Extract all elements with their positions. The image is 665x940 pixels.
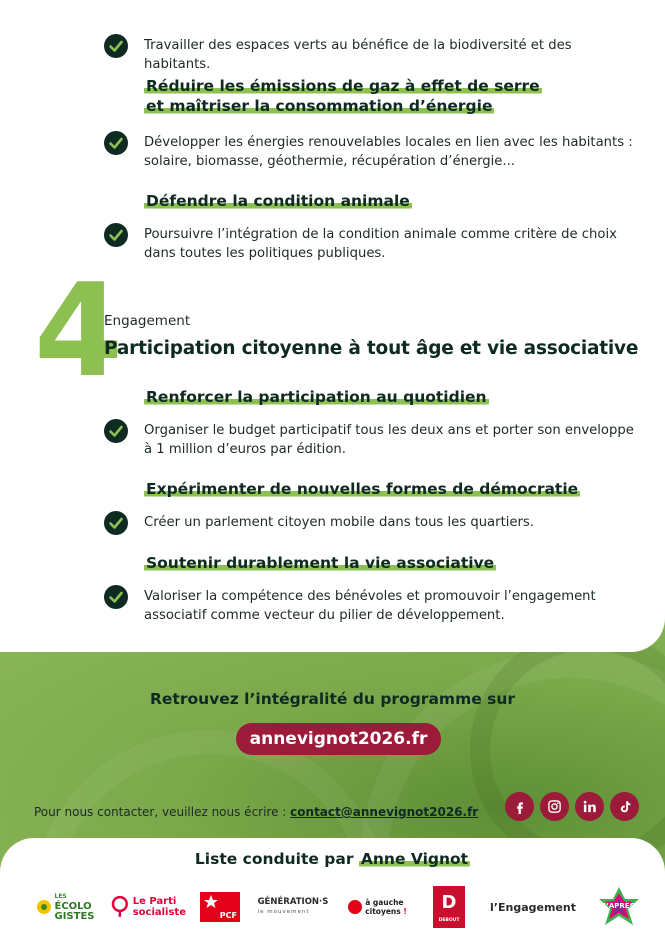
- program-item: Travailler des espaces verts au bénéfice de la biodiversité et des habitants.: [144, 38, 572, 72]
- logo-text: LES: [54, 893, 67, 900]
- l-apres-logo: [596, 884, 642, 930]
- logo-text: DEBOUT: [438, 918, 460, 923]
- heading-line: Renforcer la participation au quotidien: [146, 388, 487, 406]
- heading-line: Soutenir durablement la vie associative: [146, 554, 495, 572]
- list-leader-prefix: Liste conduite par: [194, 850, 354, 868]
- list-leader-line: [0, 850, 665, 868]
- section-heading: [144, 479, 580, 499]
- contact-line: [34, 805, 478, 819]
- program-item: Poursuivre l’intégration de la condition animale comme critère de choix dans toutes les politiques publiques.: [144, 227, 617, 261]
- logo-text: !: [403, 907, 407, 916]
- check-icon: [104, 223, 128, 247]
- website-link-button[interactable]: annevignot2026.fr: [236, 723, 441, 755]
- generations-logo: [256, 884, 330, 930]
- logo-text: D: [441, 892, 457, 913]
- a-gauche-citoyens-logo: [344, 884, 410, 930]
- rose-icon: [110, 896, 130, 918]
- logo-text: GÉNÉRATION·S: [257, 897, 329, 907]
- logo-text: à gauche: [365, 898, 404, 907]
- linkedin-icon[interactable]: [575, 792, 604, 821]
- program-link-caption: Retrouvez l’intégralité du programme sur: [149, 690, 516, 708]
- program-item: Développer les énergies renouvelables locales en lien avec les habitants : solaire, biomasse, géothermie, récupération d’énergie...: [144, 135, 633, 169]
- tiktok-icon[interactable]: [610, 792, 639, 821]
- heading-line: Défendre la condition animale: [146, 192, 410, 210]
- facebook-icon[interactable]: [505, 792, 534, 821]
- l-engagement-logo: [486, 884, 580, 930]
- star-icon: [204, 895, 218, 909]
- heading-line: Expérimenter de nouvelles formes de démocratie: [146, 480, 579, 498]
- engagement-number: 4: [34, 257, 124, 406]
- check-icon: [104, 419, 128, 443]
- check-icon: [104, 585, 128, 609]
- logo-text: l’Engagement: [490, 900, 576, 914]
- program-item: Valoriser la compétence des bénévoles et promouvoir l’engagement associatif comme vecteur du pilier de développement.: [144, 589, 596, 623]
- parti-socialiste-logo: [110, 884, 186, 930]
- ecologistes-logo: [34, 884, 96, 930]
- list-leader-name: Anne Vignot: [360, 850, 469, 868]
- program-item: Organiser le budget participatif tous les deux ans et porter son enveloppe à 1 million d’euros par édition.: [144, 423, 634, 457]
- sunflower-icon: [36, 899, 52, 915]
- check-icon: [104, 34, 128, 58]
- engagement-title: Participation citoyenne à tout âge et vie associative: [104, 338, 639, 359]
- instagram-icon[interactable]: [540, 792, 569, 821]
- logo-text: ÉCOLO: [54, 901, 92, 912]
- bubble-icon: [347, 899, 363, 915]
- heading-line: et maîtriser la consommation d’énergie: [146, 97, 493, 115]
- logo-text: socialiste: [132, 907, 186, 918]
- program-item: Créer un parlement citoyen mobile dans tous les quartiers.: [144, 515, 534, 530]
- logo-text: PCF: [219, 911, 237, 920]
- logo-text: GISTES: [54, 911, 95, 922]
- section-heading: [144, 387, 489, 407]
- engagement-label: Engagement: [104, 313, 191, 329]
- pcf-logo: [200, 884, 240, 930]
- debout-logo: [426, 884, 472, 930]
- check-icon: [104, 511, 128, 535]
- section-heading: [144, 191, 412, 211]
- partner-logos: [30, 884, 650, 930]
- contact-prefix: Pour nous contacter, veuillez nous écrire :: [34, 805, 287, 819]
- logo-text: L’APRÈS: [603, 902, 635, 910]
- heading-line: Réduire les émissions de gaz à effet de serre: [146, 77, 540, 95]
- check-icon: [104, 131, 128, 155]
- logo-text: Le Parti: [132, 896, 177, 907]
- section-heading: [144, 553, 496, 573]
- social-links: [505, 792, 639, 821]
- section-heading: [144, 76, 542, 116]
- contact-email-link[interactable]: contact@annevignot2026.fr: [290, 805, 479, 819]
- logo-text: citoyens: [365, 907, 401, 916]
- logo-text: le mouvement: [257, 909, 310, 915]
